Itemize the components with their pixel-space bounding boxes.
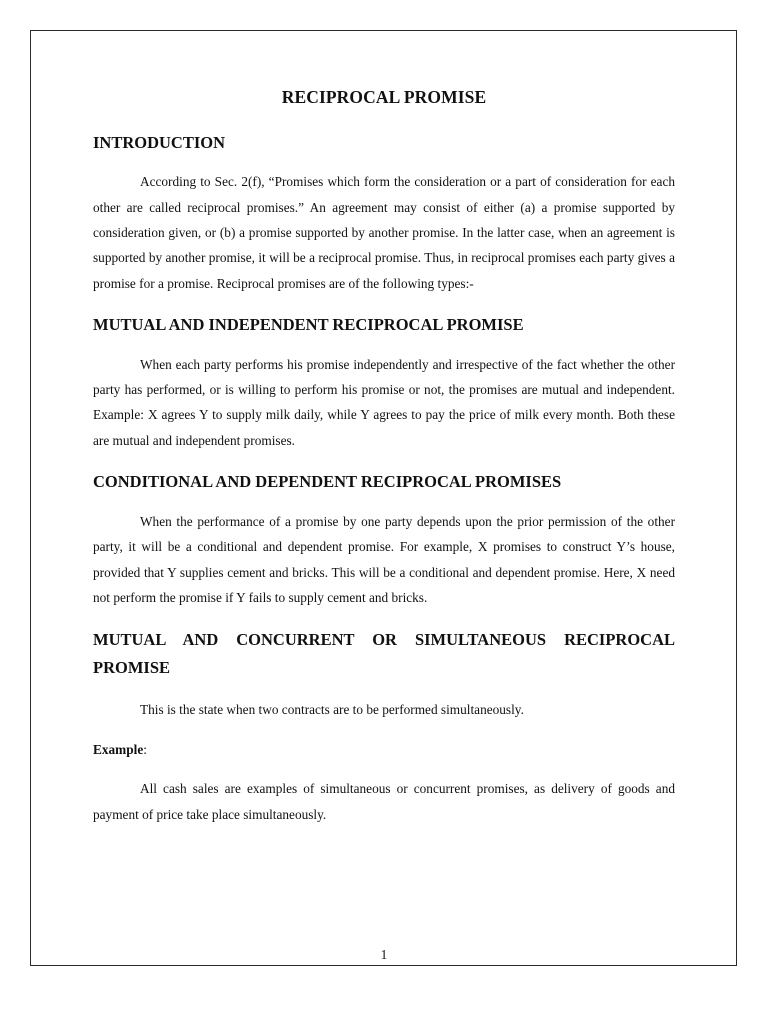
section-heading-mutual-concurrent: MUTUAL AND CONCURRENT OR SIMULTANEOUS RECIPROCAL PROMISE: [93, 630, 675, 678]
paragraph-conditional-dependent: When the performance of a promise by one party depends upon the prior permission of the other party, it will be a conditional and dependent promise. For example, X promises to construct Y’s house, provided that Y supplies cement and bricks. This will be a conditional and dependent promise. Here, X need not perform the promise if Y fails to supply cement and bricks.: [93, 513, 675, 605]
page-number: 1: [380, 947, 388, 962]
section-heading-conditional-dependent: CONDITIONAL AND DEPENDENT RECIPROCAL PROMISES: [93, 472, 562, 492]
section-heading-mutual-independent: MUTUAL AND INDEPENDENT RECIPROCAL PROMISE: [93, 315, 524, 335]
document-title: RECIPROCAL PROMISE: [281, 87, 487, 107]
document-body: [93, 86, 675, 827]
example-colon: :: [143, 741, 147, 757]
example-label-line: [93, 737, 675, 762]
paragraph-mutual-independent: When each party performs his promise independently and irrespective of the fact whether the other party has performed, or is willing to perform his promise or not, the promises are mutual and independent. Example: X agrees Y to supply milk daily, while Y agrees to pay the price of milk every month. Both these are mutual and independent promises.: [93, 356, 675, 448]
section-heading-introduction: INTRODUCTION: [93, 132, 226, 152]
paragraph-introduction: According to Sec. 2(f), “Promises which form the consideration or a part of consideration for each other are called reciprocal promises.” An agreement may consist of either (a) a promise supported by consideration given, or (b) a promise supported by another promise. In the latter case, when an agreement is supported by another promise, it will be a reciprocal promise. Thus, in reciprocal promises each party gives a promise for a promise. Reciprocal promises are of the following types:-: [93, 174, 675, 291]
paragraph-example: All cash sales are examples of simultaneous or concurrent promises, as delivery of goods and payment of price take place simultaneously.: [93, 781, 675, 822]
example-label: Example: [93, 741, 144, 757]
paragraph-mutual-concurrent: This is the state when two contracts are to be performed simultaneously.: [140, 702, 524, 718]
